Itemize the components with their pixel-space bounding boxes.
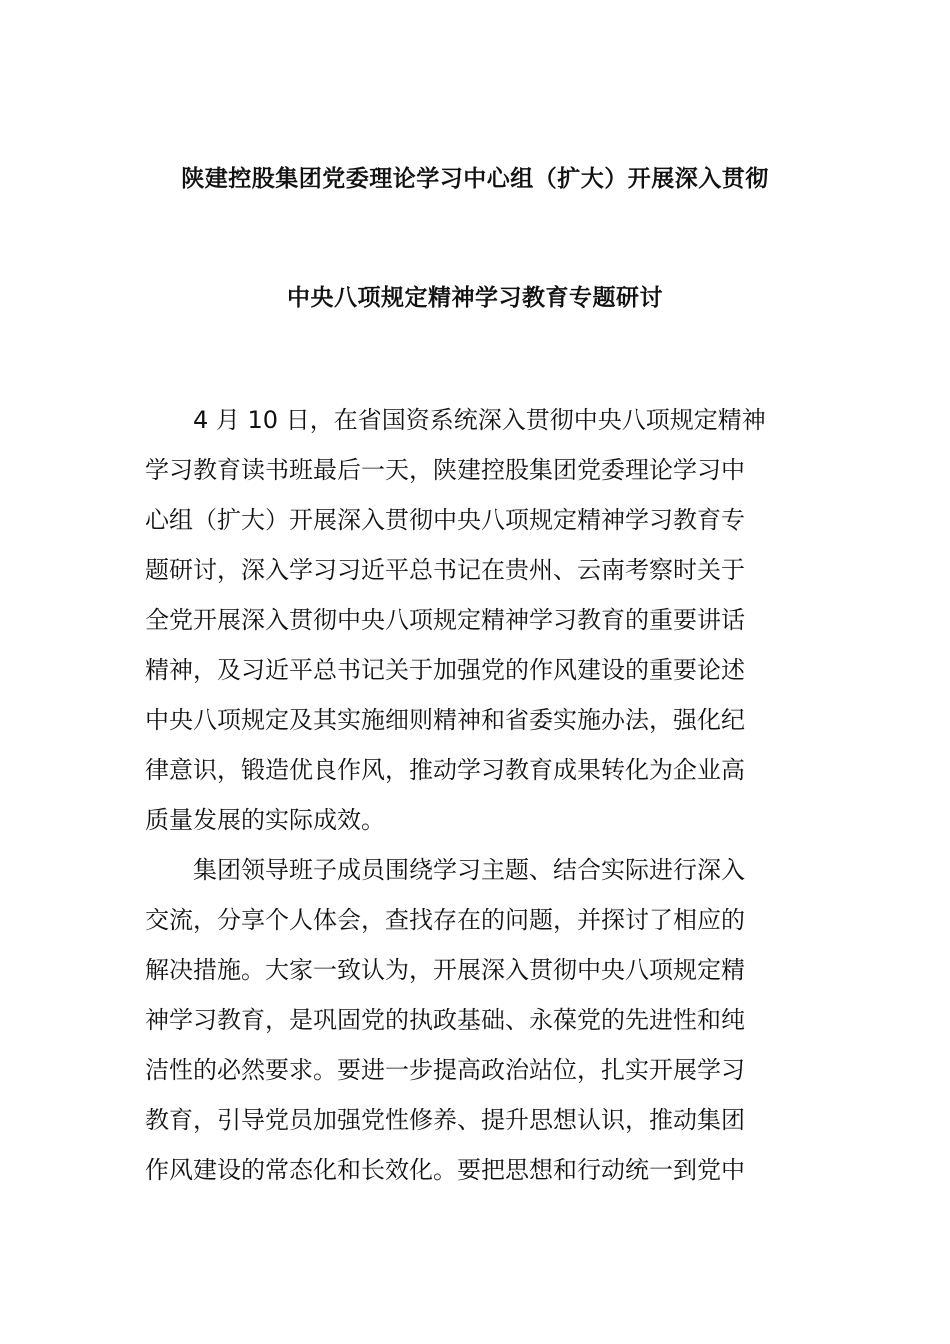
paragraph-1-line-8: 律意识，锻造优良作风，推动学习教育成果转化为企业高 — [145, 756, 745, 784]
paragraph-1-line-2: 学习教育读书班最后一天，陕建控股集团党委理论学习中 — [145, 456, 745, 484]
paragraph-2-line-1: 集团领导班子成员围绕学习主题、结合实际进行深入 — [145, 856, 745, 884]
paragraph-1-line-9: 质量发展的实际成效。 — [145, 806, 385, 834]
paragraph-1-line-1: 4 月 10 日，在省国资系统深入贯彻中央八项规定精神 — [145, 406, 766, 434]
paragraph-2-line-6: 教育，引导党员加强党性修养、提升思想认识，推动集团 — [145, 1106, 745, 1134]
paragraph-1-line-3: 心组（扩大）开展深入贯彻中央八项规定精神学习教育专 — [145, 506, 745, 534]
document-body — [145, 395, 809, 1195]
paragraph-1-line-4: 题研讨，深入学习习近平总书记在贵州、云南考察时关于 — [145, 556, 745, 584]
paragraph-1-line-5: 全党开展深入贯彻中央八项规定精神学习教育的重要讲话 — [145, 606, 745, 634]
paragraph-2-line-5: 洁性的必然要求。要进一步提高政治站位，扎实开展学习 — [145, 1056, 745, 1084]
paragraph-2-line-2: 交流，分享个人体会，查找存在的问题，并探讨了相应的 — [145, 906, 745, 934]
document-title-line-1: 陕建控股集团党委理论学习中心组（扩大）开展深入贯彻 — [181, 166, 769, 192]
paragraph-1-line-6: 精神，及习近平总书记关于加强党的作风建设的重要论述 — [145, 656, 745, 684]
paragraph-2-line-3: 解决措施。大家一致认为，开展深入贯彻中央八项规定精 — [145, 956, 745, 984]
paragraph-2-line-4: 神学习教育，是巩固党的执政基础、永葆党的先进性和纯 — [145, 1006, 745, 1034]
paragraph-1-line-7: 中央八项规定及其实施细则精神和省委实施办法，强化纪 — [145, 706, 745, 734]
paragraph-1 — [145, 395, 809, 845]
paragraph-2 — [145, 845, 809, 1195]
paragraph-2-line-7: 作风建设的常态化和长效化。要把思想和行动统一到党中 — [145, 1156, 745, 1184]
document-title-line-2: 中央八项规定精神学习教育专题研讨 — [287, 285, 663, 311]
